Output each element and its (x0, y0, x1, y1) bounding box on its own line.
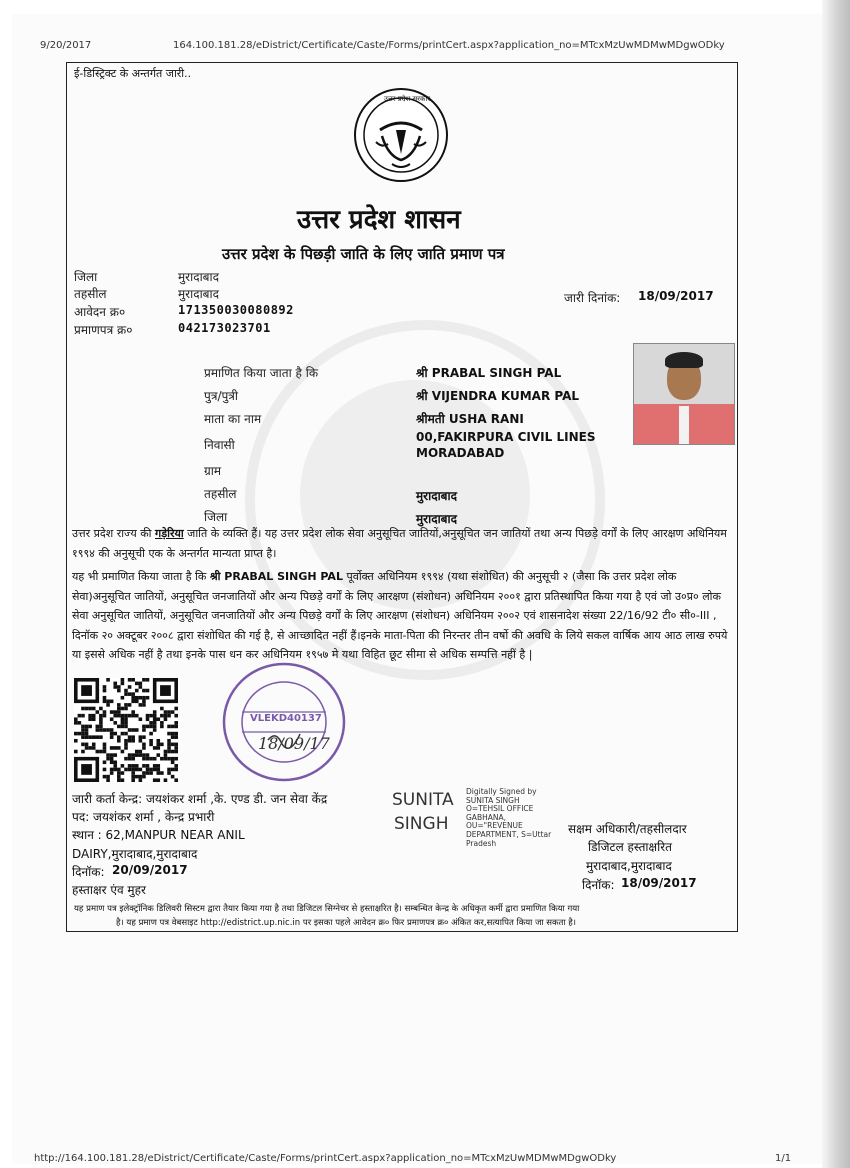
issue-date-label: जारी दिनांक: (564, 291, 621, 305)
resident-label: निवासी (204, 438, 235, 452)
issuer-date: 20/09/2017 (112, 863, 188, 877)
district-value: मुरादाबाद (178, 270, 220, 284)
issue-date-value: 18/09/2017 (638, 289, 714, 303)
person-tehsil-value: मुरादाबाद (416, 489, 458, 503)
certification-paragraph: यह भी प्रमाणित किया जाता है कि श्री PRABAL SINGH PAL पूर्वोक्त अधिनियम १९९४ (यथा संशोधित) की अनुसूची २ (जैसा कि उत्तर प्रदेश लोक सेवा)अनुसूचित जातियों, अनुसूचित जनजातियों और अन्य पिछड़े वर्गों के लिए आरक्षण (संशोधन) अधिनियम २००१ द्वारा प्रतिस्थापित किया गया है एवं जो उ०प्र० लोक सेवा अनुसूचित जातियों, अनुसूचित जनजातियों और अन्य पिछड़े वर्गों के लिए आरक्षण (संशोधन) अधिनियम २००२ एवं शासनादेश संख्या 22/16/92 टी० सी०-III , दिनॉक २० अक्टूबर २००८ द्वारा संशोधित की गई है, से आच्छादित नहीं हैं।इनके माता-पिता की निरन्तर तीन वर्षो की अवधि के लिये सकल वार्षिक आय आठ लाख रुपये या इससे अधिक नहीं है तथा इनके पास धन कर अधिनियम १९५७ मे यथा विहित छूट सीमा से अधिक सम्पत्ति नहीं है | (72, 570, 728, 661)
authority-digital-sign: डिजिटल हस्ताक्षरित (588, 840, 672, 854)
address-line1: 00,FAKIRPURA CIVIL LINES (416, 430, 596, 444)
qr-code[interactable] (74, 678, 178, 782)
certificate-label: प्रमाणपत्र क्र० (74, 323, 133, 337)
applicant-photo (633, 343, 735, 445)
authority-place: मुरादाबाद,मुरादाबाद (586, 859, 672, 873)
issuer-sign-label: हस्ताक्षर एंव मुहर (72, 883, 146, 897)
person-district-value: मुरादाबाद (416, 512, 458, 526)
verification-note-line1: यह प्रमाण पत्र इलेक्ट्रॉनिक डिलिवरी सिस्टम द्वारा तैयार किया गया है तथा डिजिटल सिग्नेचर से हस्ताक्षरित है। सम्बन्धित केन्द्र के अधिकृत कर्मी द्वारा प्रमाणित किया गया (74, 904, 580, 914)
print-date: 9/20/2017 (40, 40, 92, 51)
certify-label: प्रमाणित किया जाता है कि (204, 366, 319, 380)
authority-date: 18/09/2017 (621, 876, 697, 890)
caste-paragraph: उत्तर प्रदेश राज्य की गड़ेरिया जाति के व्यक्ति हैं। यह उत्तर प्रदेश लोक सेवा अनुसूचित जातियों,अनुसूचित जन जातियों तथा अन्य पिछड़े वर्गों के लिए आरक्षण अधिनियम १९९४ की अनुसूची एक के अन्तर्गत मान्यता प्राप्त है। (72, 527, 727, 560)
digital-signature-details: Digitally Signed by SUNITA SINGH O=TEHSIL OFFICE GABHANA, OU="REVENUE DEPARTMENT, S=Uttar Pradesh (466, 787, 552, 848)
issuer-post: पद: जयशंकर शर्मा , केन्द्र प्रभारी (72, 810, 215, 824)
mother-label: माता का नाम (204, 412, 262, 426)
issuing-center: जारी कर्ता केन्द्र: जयशंकर शर्मा ,के. एण्ड डी. जन सेवा केंद्र (72, 792, 328, 806)
district-label: जिला (74, 270, 98, 284)
verification-note-line2: है। यह प्रमाण पत्र वेबसाइट http://edistrict.up.nic.in पर इसका पहले आवेदन क्र० फिर प्रमाणपत्र क्र० अंकित कर,सत्यापित किया जा सकता है। (116, 918, 577, 928)
caste-name: गड़ेरिया (155, 527, 184, 540)
issued-under-text: ई-डिस्ट्रिक्ट के अन्तर्गत जारी.. (74, 67, 192, 80)
parent-label: पुत्र/पुत्री (204, 389, 239, 403)
person-district-label: जिला (204, 510, 228, 524)
issuer-date-label: दिनॉक: (72, 865, 105, 879)
page-edge-shadow (822, 0, 850, 1168)
father-name: श्री VIJENDRA KUMAR PAL (416, 389, 580, 403)
tehsil-value: मुरादाबाद (178, 287, 220, 301)
print-page-number: 1/1 (775, 1153, 792, 1164)
print-url-top: 164.100.181.28/eDistrict/Certificate/Caste/Forms/printCert.aspx?application_no=MTcxMzUwMDMwMDgwODky (173, 40, 725, 51)
applicant-name-inline: श्री PRABAL SINGH PAL (209, 570, 343, 583)
application-label: आवेदन क्र० (74, 305, 126, 319)
digital-signer-first: SUNITA (392, 790, 454, 810)
print-url-bottom: http://164.100.181.28/eDistrict/Certificate/Caste/Forms/printCert.aspx?application_no=MTcxMzUwMDMwMDgwODky (34, 1153, 617, 1164)
person-tehsil-label: तहसील (204, 487, 237, 501)
certificate-number: 042173023701 (178, 321, 271, 335)
emblem-text: उत्तर प्रदेश सरकार (384, 95, 431, 103)
authority-date-label: दिनॉक: (582, 878, 615, 892)
issuer-place-line2: DAIRY,मुरादाबाद,मुरादाबाद (72, 847, 198, 861)
application-number: 171350030080892 (178, 303, 294, 317)
digital-signer-last: SINGH (394, 814, 449, 834)
issuer-place-line1: स्थान : 62,MANPUR NEAR ANIL (72, 828, 245, 842)
tehsil-label: तहसील (74, 287, 107, 301)
authority-title: सक्षम अधिकारी/तहसीलदार (568, 822, 687, 836)
government-title: उत्तर प्रदेश शासन (297, 205, 461, 235)
mother-name: श्रीमती USHA RANI (416, 412, 524, 426)
stamp-date: 18/09/17 (258, 734, 330, 753)
applicant-name: श्री PRABAL SINGH PAL (416, 366, 562, 380)
village-label: ग्राम (204, 464, 222, 478)
stamp-code: VLEKD40137 (250, 713, 322, 724)
certificate-subtitle: उत्तर प्रदेश के पिछड़ी जाति के लिए जाति प्रमाण पत्र (222, 245, 505, 263)
address-line2: MORADABAD (416, 446, 505, 460)
